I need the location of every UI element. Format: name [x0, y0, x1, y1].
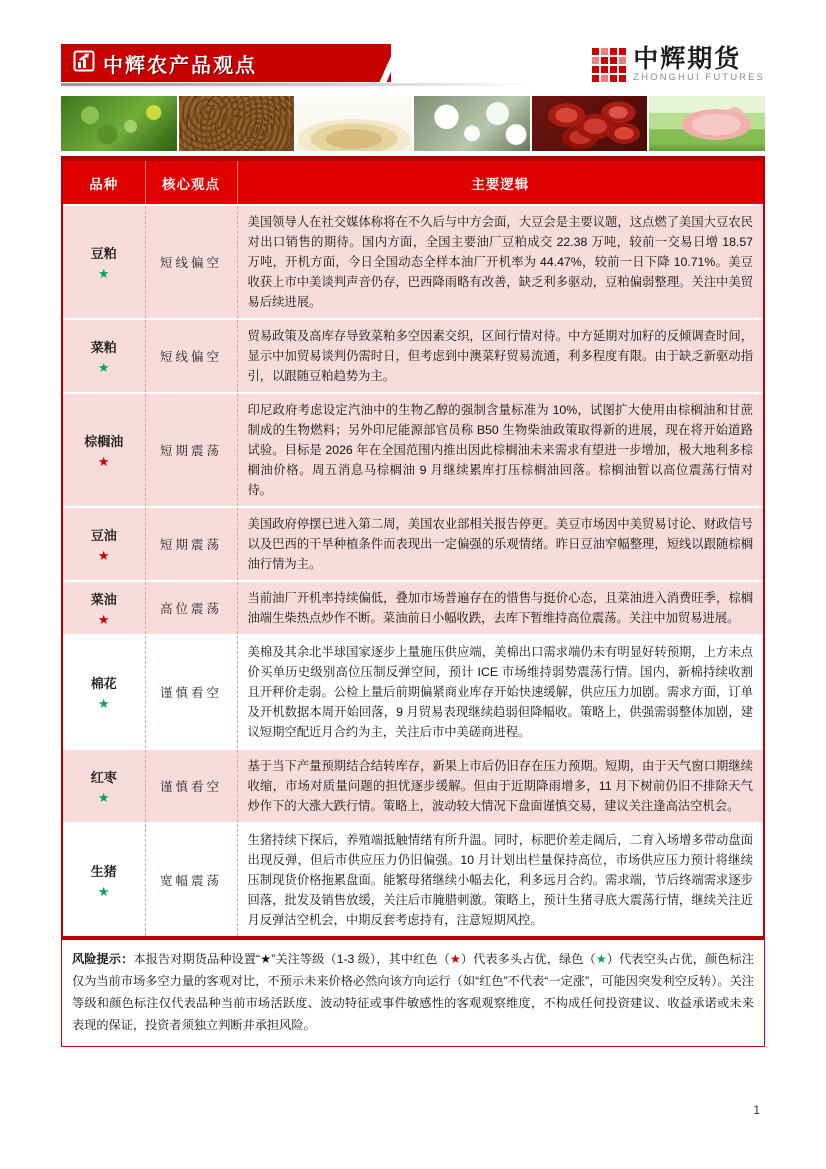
- main-logic-cell: 印尼政府考虑设定汽油中的生物乙醇的强制含量标准为 10%，试图扩大使用由棕榈油和甘蔗制成的生物燃料；另外印尼能源部官员称 B50 生物柴油政策取得新的进展，现在将开始道路试验。目标是 2026 年在全国范围内推出因此棕榈油未来需求有望进一步增加，极大地利多棕榈油价格。周五消息马棕榈油 9 月继续累库打压棕榈油回落。棕榈油暂以高位震荡行情对待。: [237, 393, 763, 507]
- main-logic-cell: 贸易政策及高库存导致菜粕多空因素交织，区间行情对待。中方延期对加籽的反倾调查时间，显示中加贸易谈判仍需时日，但考虑到中澳菜籽贸易流通，利多程度有限。由于缺乏新驱动指引，以跟随豆粕趋势为主。: [237, 319, 763, 393]
- logo-text: [633, 46, 765, 83]
- main-logic-cell: 生猪持续下探后，养殖端抵触情绪有所升温。同时，标肥价差走阔后，二育入场增多带动盘面出现反弹，但后市供应压力仍旧偏强。10 月计划出栏量保持高位，市场供应压力预计将继续压制现货价格拖累盘面。能繁母猪继续小幅去化，利多远月合约。需求端，节后终端需求逐步回落，批发及销售放缓，关注后市腌腊刺激。策略上，预计生猪寻底大震荡行情，继续关注近月反弹沽空机会，中期反套考虑持有，注意短期风控。: [237, 823, 763, 936]
- page-number: 1: [753, 1103, 760, 1117]
- table-row-palm-oil: [63, 393, 763, 507]
- variety-name: 红枣: [90, 769, 117, 785]
- cotton-flowers-image: [414, 96, 530, 151]
- risk-text-1: 本报告对期货品种设置“★”关注等级（1-3 级），其中红色（: [133, 952, 450, 966]
- variety-name: 菜油: [90, 591, 117, 607]
- table-row-red-dates: [63, 749, 763, 823]
- outlook-table-wrapper: [61, 156, 765, 938]
- variety-cell: [63, 393, 145, 507]
- soybean-plant-image: [61, 96, 177, 151]
- piglet-image: [649, 96, 765, 151]
- core-view-cell: 短线偏空: [145, 205, 237, 319]
- variety-cell: [63, 205, 145, 319]
- star-rating: ★: [97, 453, 110, 469]
- banner-slash-decoration: [380, 44, 404, 82]
- red-star-icon: ★: [449, 952, 461, 966]
- star-rating: ★: [97, 789, 110, 805]
- risk-label: 风险提示：: [72, 952, 134, 966]
- core-view-cell: 谨慎看空: [145, 635, 237, 749]
- core-view-cell: 高位震荡: [145, 581, 237, 635]
- product-image-strip: [61, 96, 765, 151]
- company-logo: [592, 46, 765, 83]
- core-view-cell: 短线偏空: [145, 319, 237, 393]
- outlook-table: [63, 161, 763, 936]
- variety-cell: [63, 319, 145, 393]
- variety-cell: [63, 635, 145, 749]
- main-logic-cell: 美棉及其余北半球国家逐步上量施压供应端，美棉出口需求端仍未有明显好转预期，上方未点价买单历史级别高位压制反弹空间，预计 ICE 市场维持弱势震荡行情。国内，新棉持续收割且开秤价走弱。公检上量后前期偏紧商业库存开始快速缓解，供应压力加剧。需求方面，订单及开机数据本周开始回落，9 月贸易表现继续趋弱但降幅收。策略上，供强需弱整体加剧，建议短期空配近月合约为主，关注后市中美磋商进程。: [237, 635, 763, 749]
- table-row-rapeseed-oil: [63, 581, 763, 635]
- star-rating: ★: [97, 265, 110, 281]
- star-rating: ★: [97, 359, 110, 375]
- column-header-main-logic: 主要逻辑: [237, 161, 763, 205]
- risk-notice: [61, 938, 765, 1047]
- column-header-variety: 品种: [63, 161, 145, 205]
- risk-text-3: ）代表空头占优，颜色标注仅为当前市场多空力量的客观对比，不预示未来价格必然向该方向运行（如“红色”不代表“一定涨”，可能因突发利空反转）。关注等级和颜色标注仅代表品种当前市场活跃度、波动特征或事件敏感性的客观观察维度，不构成任何投资建议、收益承诺或未来表现的保证，投资者须独立判断并承担风险。: [72, 952, 754, 1032]
- logo-mark-icon: [592, 48, 626, 82]
- main-logic-cell: 当前油厂开机率持续偏低，叠加市场普遍存在的惜售与挺价心态，且菜油进入消费旺季，棕榈油端生柴热点炒作不断。菜油前日小幅收跌，去库下暂维持高位震荡。关注中加贸易进展。: [237, 581, 763, 635]
- banner-block: [61, 44, 531, 86]
- core-view-cell: 短期震荡: [145, 393, 237, 507]
- star-rating: ★: [97, 695, 110, 711]
- core-view-cell: 短期震荡: [145, 507, 237, 581]
- page-title: 中辉农产品观点: [103, 54, 257, 77]
- title-banner: [61, 44, 391, 82]
- page-header: [61, 44, 765, 90]
- variety-cell: [63, 823, 145, 936]
- red-dates-image: [532, 96, 648, 151]
- star-rating: ★: [97, 611, 110, 627]
- variety-name: 豆油: [90, 527, 117, 543]
- rapeseed-meal-image: [296, 96, 412, 151]
- variety-name: 菜粕: [90, 339, 117, 355]
- main-logic-cell: 基于当下产量预期结合结转库存，新果上市后仍旧存在压力预期。短期，由于天气窗口期继续收缩，市场对质量问题的担忧逐步缓解。但由于近期降雨增多，11 月下树前仍旧不排除天气炒作下的大涨大跌行情。策略上，波动较大情况下盘面谨慎交易，建议关注逢高沽空机会。: [237, 749, 763, 823]
- table-row-soybean-oil: [63, 507, 763, 581]
- variety-name: 棕榈油: [84, 433, 124, 449]
- variety-name: 豆粕: [90, 245, 117, 261]
- variety-cell: [63, 507, 145, 581]
- risk-text-2: ）代表多头占优，绿色（: [460, 952, 596, 966]
- column-header-core-view: 核心观点: [145, 161, 237, 205]
- variety-name: 生猪: [90, 863, 117, 879]
- variety-name: 棉花: [90, 675, 117, 691]
- core-view-cell: 谨慎看空: [145, 749, 237, 823]
- variety-cell: [63, 581, 145, 635]
- logo-name-en: ZHONGHUI FUTURES: [633, 72, 765, 83]
- main-logic-cell: 美国政府停摆已进入第二周，美国农业部相关报告停更。美豆市场因中美贸易讨论、财政信号以及巴西的干旱种植条件而表现出一定偏强的乐观情绪。昨日豆油窄幅整理，短线以跟随棕榈油行情为主。: [237, 507, 763, 581]
- core-view-cell: 宽幅震荡: [145, 823, 237, 936]
- table-row-soybean-meal: [63, 205, 763, 319]
- green-star-icon: ★: [595, 952, 607, 966]
- table-row-cotton: [63, 635, 763, 749]
- chart-icon: [73, 50, 95, 77]
- table-header-row: [63, 161, 763, 205]
- star-rating: ★: [97, 883, 110, 899]
- report-page: [61, 0, 765, 1047]
- table-row-live-hogs: [63, 823, 763, 936]
- star-rating: ★: [97, 547, 110, 563]
- logo-name-cn: 中辉期货: [633, 45, 742, 73]
- table-row-rapeseed-meal: [63, 319, 763, 393]
- main-logic-cell: 美国领导人在社交媒体称将在不久后与中方会面，大豆会是主要议题，这点燃了美国大豆农民对出口销售的期待。国内方面，全国主要油厂豆粕成交 22.38 万吨，较前一交易日增 18.57 万吨，开机方面，今日全国动态全样本油厂开机率为 44.47%，较前一日下降 10.71%。美豆收获上市中美谈判声音仍存，巴西降雨略有改善，缺乏利多驱动，豆粕偏弱整理。关注中美贸易后续进展。: [237, 205, 763, 319]
- soybean-meal-image: [179, 96, 295, 151]
- banner-shadow: [61, 83, 531, 86]
- variety-cell: [63, 749, 145, 823]
